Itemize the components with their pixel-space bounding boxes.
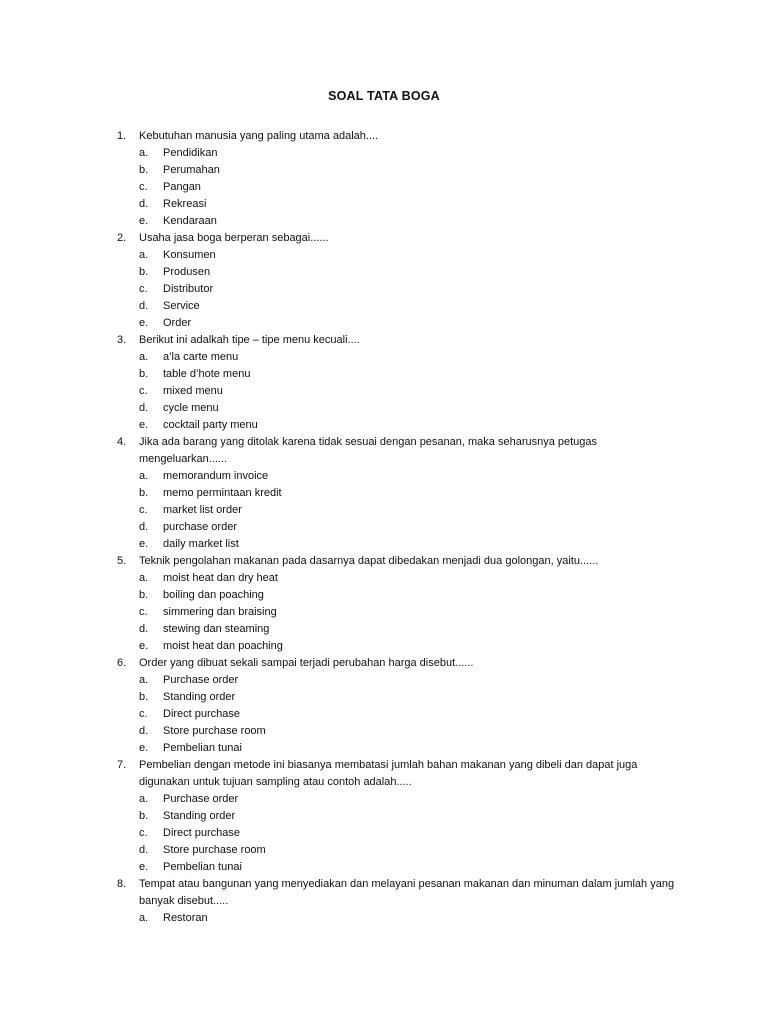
answer-option xyxy=(0,910,768,927)
option-text: Restoran xyxy=(163,912,208,924)
option-text: cocktail party menu xyxy=(163,419,258,431)
option-text: memorandum invoice xyxy=(163,470,269,482)
answer-option xyxy=(0,621,768,638)
answer-options xyxy=(0,468,768,553)
option-text: Rekreasi xyxy=(163,198,207,210)
answer-option xyxy=(0,196,768,213)
option-letter: b. xyxy=(139,368,149,380)
option-letter: a. xyxy=(139,249,149,261)
option-letter: c. xyxy=(139,181,148,193)
answer-option xyxy=(0,281,768,298)
option-text: Perumahan xyxy=(163,164,220,176)
question-item xyxy=(0,434,768,553)
option-letter: e. xyxy=(139,215,149,227)
question-item xyxy=(0,553,768,655)
answer-option xyxy=(0,587,768,604)
answer-options xyxy=(0,570,768,655)
answer-options xyxy=(0,910,768,927)
answer-options xyxy=(0,247,768,332)
option-letter: c. xyxy=(139,827,148,839)
answer-option xyxy=(0,485,768,502)
answer-option xyxy=(0,366,768,383)
option-text: Pangan xyxy=(163,181,201,193)
answer-option xyxy=(0,825,768,842)
answer-option xyxy=(0,519,768,536)
question-number: 7. xyxy=(117,759,127,771)
option-letter: c. xyxy=(139,283,148,295)
answer-option xyxy=(0,502,768,519)
question-text: Tempat atau bangunan yang menyediakan dan melayani pesanan makanan dan minuman dalam jumlah yang banyak disebut..... xyxy=(139,878,675,907)
question-number: 5. xyxy=(117,555,127,567)
option-text: moist heat dan poaching xyxy=(163,640,283,652)
answer-option xyxy=(0,298,768,315)
question-item xyxy=(0,876,768,927)
answer-option xyxy=(0,468,768,485)
option-letter: b. xyxy=(139,164,149,176)
option-letter: e. xyxy=(139,861,149,873)
option-text: Store purchase room xyxy=(163,844,266,856)
option-letter: a. xyxy=(139,147,149,159)
option-letter: d. xyxy=(139,198,149,210)
option-letter: c. xyxy=(139,606,148,618)
option-letter: e. xyxy=(139,742,149,754)
question-item xyxy=(0,128,768,230)
option-letter: e. xyxy=(139,419,149,431)
question-list xyxy=(0,128,768,927)
answer-option xyxy=(0,536,768,553)
question-item xyxy=(0,655,768,757)
option-text: Order xyxy=(163,317,192,329)
option-text: Produsen xyxy=(163,266,211,278)
option-letter: b. xyxy=(139,589,149,601)
option-text: Purchase order xyxy=(163,674,239,686)
question-text: Pembelian dengan metode ini biasanya membatasi jumlah bahan makanan yang dibeli dan dapat juga digunakan untuk tujuan sampling atau contoh adalah..... xyxy=(139,759,638,788)
question-number: 2. xyxy=(117,232,127,244)
option-text: Direct purchase xyxy=(163,827,241,839)
option-letter: d. xyxy=(139,521,149,533)
answer-option xyxy=(0,689,768,706)
answer-option xyxy=(0,842,768,859)
option-letter: b. xyxy=(139,691,149,703)
document-title: SOAL TATA BOGA xyxy=(328,89,440,103)
question-text: Berikut ini adalkah tipe – tipe menu kecuali.... xyxy=(139,334,360,346)
answer-option xyxy=(0,638,768,655)
option-letter: b. xyxy=(139,487,149,499)
answer-option xyxy=(0,570,768,587)
option-text: market list order xyxy=(163,504,242,516)
question-item xyxy=(0,230,768,332)
answer-option xyxy=(0,315,768,332)
option-text: Store purchase room xyxy=(163,725,266,737)
question-number: 8. xyxy=(117,878,127,890)
answer-options xyxy=(0,145,768,230)
option-letter: d. xyxy=(139,402,149,414)
answer-option xyxy=(0,672,768,689)
option-text: mixed menu xyxy=(163,385,223,397)
answer-option xyxy=(0,145,768,162)
option-text: Purchase order xyxy=(163,793,239,805)
option-letter: a. xyxy=(139,572,149,584)
option-letter: c. xyxy=(139,708,148,720)
option-text: Pembelian tunai xyxy=(163,742,242,754)
answer-option xyxy=(0,349,768,366)
option-letter: d. xyxy=(139,725,149,737)
option-text: Distributor xyxy=(163,283,214,295)
option-text: stewing dan steaming xyxy=(163,623,270,635)
answer-option xyxy=(0,723,768,740)
question-text: Usaha jasa boga berperan sebagai...... xyxy=(139,232,329,244)
answer-option xyxy=(0,383,768,400)
option-text: boiling dan poaching xyxy=(163,589,264,601)
option-letter: a. xyxy=(139,793,149,805)
answer-option xyxy=(0,264,768,281)
answer-option xyxy=(0,791,768,808)
option-text: daily market list xyxy=(163,538,239,550)
option-text: memo permintaan kredit xyxy=(163,487,282,499)
option-text: Pembelian tunai xyxy=(163,861,242,873)
option-text: purchase order xyxy=(163,521,237,533)
option-text: a’la carte menu xyxy=(163,351,239,363)
question-text: Jika ada barang yang ditolak karena tidak sesuai dengan pesanan, maka seharusnya petugas mengeluarkan...... xyxy=(139,436,598,465)
question-item xyxy=(0,332,768,434)
question-number: 4. xyxy=(117,436,127,448)
option-letter: b. xyxy=(139,810,149,822)
option-letter: d. xyxy=(139,300,149,312)
option-text: Standing order xyxy=(163,810,236,822)
question-number: 3. xyxy=(117,334,127,346)
answer-option xyxy=(0,604,768,621)
answer-options xyxy=(0,791,768,876)
answer-options xyxy=(0,349,768,434)
option-letter: a. xyxy=(139,351,149,363)
question-number: 6. xyxy=(117,657,127,669)
option-text: table d’hote menu xyxy=(163,368,251,380)
question-text: Order yang dibuat sekali sampai terjadi perubahan harga disebut...... xyxy=(139,657,474,669)
question-text: Teknik pengolahan makanan pada dasarnya dapat dibedakan menjadi dua golongan, yaitu...... xyxy=(139,555,599,567)
answer-option xyxy=(0,740,768,757)
option-letter: e. xyxy=(139,317,149,329)
option-letter: a. xyxy=(139,912,149,924)
option-letter: e. xyxy=(139,640,149,652)
answer-option xyxy=(0,808,768,825)
question-number: 1. xyxy=(117,130,127,142)
option-text: Service xyxy=(163,300,200,312)
option-letter: d. xyxy=(139,844,149,856)
option-text: simmering dan braising xyxy=(163,606,277,618)
answer-options xyxy=(0,672,768,757)
option-text: cycle menu xyxy=(163,402,219,414)
answer-option xyxy=(0,400,768,417)
answer-option xyxy=(0,213,768,230)
option-text: Direct purchase xyxy=(163,708,241,720)
question-item xyxy=(0,757,768,876)
option-letter: e. xyxy=(139,538,149,550)
option-text: Pendidikan xyxy=(163,147,218,159)
option-letter: b. xyxy=(139,266,149,278)
answer-option xyxy=(0,247,768,264)
option-text: moist heat dan dry heat xyxy=(163,572,278,584)
answer-option xyxy=(0,417,768,434)
answer-option xyxy=(0,706,768,723)
option-letter: d. xyxy=(139,623,149,635)
option-letter: a. xyxy=(139,470,149,482)
answer-option xyxy=(0,859,768,876)
question-text: Kebutuhan manusia yang paling utama adalah.... xyxy=(139,130,379,142)
option-text: Standing order xyxy=(163,691,236,703)
option-letter: a. xyxy=(139,674,149,686)
answer-option xyxy=(0,162,768,179)
option-text: Konsumen xyxy=(163,249,216,261)
option-letter: c. xyxy=(139,504,148,516)
option-letter: c. xyxy=(139,385,148,397)
option-text: Kendaraan xyxy=(163,215,217,227)
answer-option xyxy=(0,179,768,196)
